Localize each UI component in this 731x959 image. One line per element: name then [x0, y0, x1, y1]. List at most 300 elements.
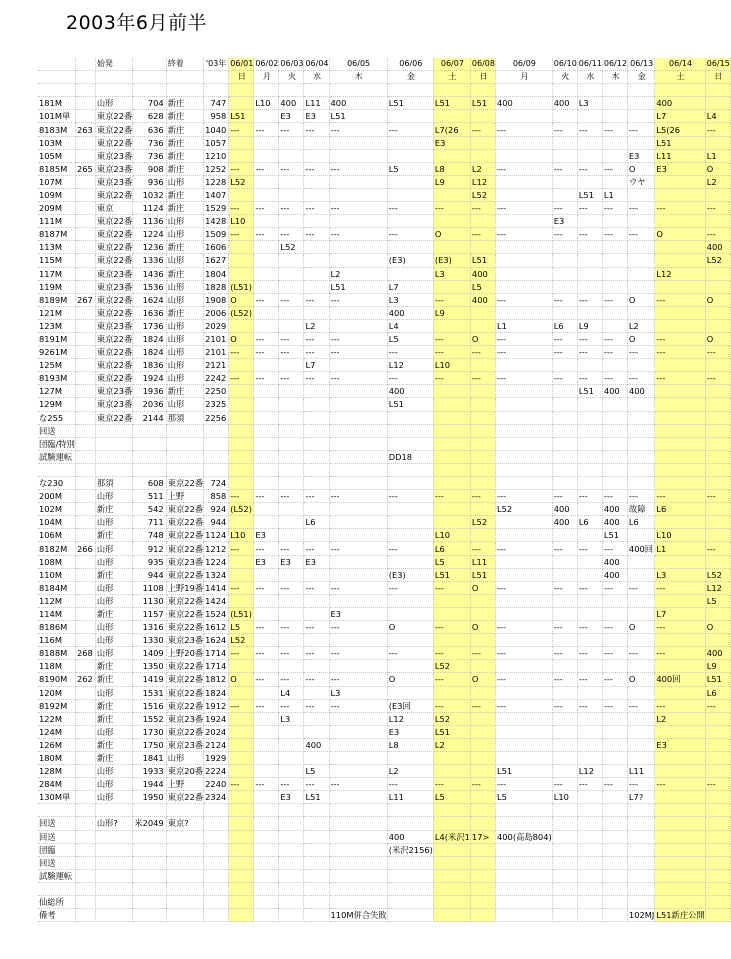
origin-cell: 東京22番 [96, 412, 133, 423]
date-cell [705, 856, 730, 869]
date-cell [304, 896, 329, 909]
date-cell: --- [229, 778, 254, 791]
date-cell: L11 [655, 149, 705, 162]
origin-cell: 新庄 [95, 738, 132, 751]
depart-time-cell: 1108 [133, 581, 166, 594]
date-cell [577, 660, 602, 673]
destination-cell: 山形 [166, 359, 203, 372]
date-cell: L52 [433, 712, 470, 725]
date-cell: L52 [229, 175, 254, 188]
date-cell [433, 882, 470, 895]
date-cell: L6 [433, 542, 470, 555]
date-cell: L5 [304, 765, 329, 778]
date-cell: L51 [495, 765, 552, 778]
date-cell: L52 [495, 503, 552, 516]
date-cell: --- [495, 293, 552, 306]
date-cell [387, 607, 433, 620]
destination-cell: 終着 [166, 58, 203, 71]
date-cell [279, 568, 304, 581]
train-no-cell: 130M単 [38, 791, 75, 804]
train-no-cell: 101M単 [38, 110, 75, 123]
date-cell: --- [304, 202, 329, 215]
destination-cell: 東京22番 [167, 504, 204, 515]
date-cell [577, 909, 602, 922]
date-cell: L12 [387, 359, 433, 372]
date-cell [552, 188, 577, 201]
date-cell [495, 909, 552, 922]
date-cell [279, 450, 304, 463]
date-cell: 400 [470, 293, 495, 306]
date-cell: O [627, 621, 654, 634]
date-cell [387, 856, 433, 869]
date-cell [279, 660, 304, 673]
train-no-cell: 124M [38, 725, 75, 738]
date-cell [279, 385, 304, 398]
date-cell: L12 [577, 765, 602, 778]
depart-time-cell: 1836 [133, 359, 166, 372]
date-cell: L2 [329, 267, 387, 280]
date-cell [470, 424, 495, 437]
date-cell [304, 398, 329, 411]
origin-cell: 東京22番 [96, 360, 133, 371]
date-cell: L51 [329, 110, 387, 123]
date-cell [279, 175, 304, 188]
date-cell [552, 411, 577, 424]
date-cell: L51 [577, 385, 602, 398]
date-cell [602, 411, 627, 424]
date-cell [470, 149, 495, 162]
table-row [38, 490, 730, 503]
set-no-cell [75, 346, 95, 359]
date-cell [552, 751, 577, 764]
depart-time-cell: 1950 [133, 791, 166, 804]
date-cell: L51 [577, 188, 602, 201]
date-cell: 木 [602, 71, 627, 84]
date-cell [470, 110, 495, 123]
header-row [38, 71, 730, 84]
date-cell [495, 359, 552, 372]
date-cell [627, 882, 654, 895]
date-cell: 06/09 [495, 58, 552, 71]
train-no-cell: な230 [38, 477, 75, 490]
date-cell [304, 175, 329, 188]
train-no-cell: 8183M [38, 123, 75, 136]
arrive-time-cell: 1414 [204, 581, 229, 594]
date-cell: --- [329, 647, 387, 660]
date-cell [655, 896, 705, 909]
date-cell [495, 817, 552, 830]
date-cell [705, 830, 730, 843]
date-cell [279, 319, 304, 332]
date-cell: --- [329, 202, 387, 215]
date-cell [279, 607, 304, 620]
date-cell [329, 725, 387, 738]
train-no-cell: 8190M [38, 673, 75, 686]
date-cell [627, 241, 654, 254]
date-cell [470, 359, 495, 372]
depart-time-cell: 米2049 [133, 817, 166, 830]
date-cell [229, 568, 254, 581]
table-row [38, 529, 730, 542]
date-cell: 400 [387, 385, 433, 398]
date-cell: L6 [705, 686, 730, 699]
arrive-time-cell: 944 [204, 516, 229, 529]
arrive-time-cell [204, 843, 229, 856]
date-cell: --- [470, 699, 495, 712]
date-cell: 06/05 [329, 58, 387, 71]
date-cell [577, 241, 602, 254]
origin-cell: 新庄 [95, 751, 132, 764]
destination-cell: 山形 [166, 215, 203, 228]
date-cell [279, 765, 304, 778]
date-cell: L51新庄公開 [656, 910, 705, 921]
date-cell [329, 254, 387, 267]
date-cell [655, 306, 705, 319]
train-no-cell: 103M [38, 136, 75, 149]
date-cell [602, 882, 627, 895]
date-cell [552, 686, 577, 699]
date-cell: (L52) [230, 504, 252, 515]
table-row [38, 503, 730, 516]
table-row [38, 843, 730, 856]
date-cell: --- [655, 293, 705, 306]
depart-time-cell [133, 424, 166, 437]
set-no-cell [75, 634, 95, 647]
date-cell [279, 751, 304, 764]
date-cell: --- [304, 621, 329, 634]
date-cell: --- [577, 778, 602, 791]
date-cell [329, 817, 387, 830]
train-no-cell: 117M [38, 267, 75, 280]
date-cell [254, 607, 279, 620]
date-cell [552, 843, 577, 856]
date-cell: L1 [602, 188, 627, 201]
date-cell [254, 477, 279, 490]
date-cell: --- [229, 372, 254, 385]
table-row [38, 215, 730, 228]
date-cell: --- [279, 332, 304, 345]
date-cell [627, 594, 654, 607]
date-cell [655, 751, 705, 764]
date-cell [304, 751, 329, 764]
date-cell [279, 437, 304, 450]
destination-cell: 新庄 [166, 241, 203, 254]
origin-cell: 山形 [95, 634, 132, 647]
date-cell: --- [254, 162, 279, 175]
date-cell [387, 149, 433, 162]
set-no-cell [75, 778, 95, 791]
date-cell [655, 725, 705, 738]
date-cell: --- [552, 202, 577, 215]
date-cell [602, 254, 627, 267]
date-cell: 月 [495, 71, 552, 84]
date-cell [655, 869, 705, 882]
date-cell [495, 660, 552, 673]
date-cell [577, 424, 602, 437]
date-cell [627, 437, 654, 450]
arrive-time-cell: 2006 [204, 306, 229, 319]
date-cell: --- [470, 346, 495, 359]
set-no-cell [75, 869, 95, 882]
date-cell [552, 280, 577, 293]
date-cell [470, 712, 495, 725]
date-cell [705, 84, 730, 97]
date-cell [627, 463, 654, 476]
date-cell: --- [577, 699, 602, 712]
date-cell [577, 804, 602, 817]
table-row [38, 869, 730, 882]
destination-cell: 山形 [166, 293, 203, 306]
date-cell [229, 765, 254, 778]
date-cell [602, 424, 627, 437]
date-cell [470, 882, 495, 895]
date-cell: 400(高島804) [496, 831, 552, 842]
date-cell: --- [279, 621, 304, 634]
origin-cell [95, 84, 132, 97]
date-cell [254, 712, 279, 725]
date-cell [577, 463, 602, 476]
date-cell [470, 817, 495, 830]
date-cell: --- [627, 647, 654, 660]
origin-cell: 東京23番 [96, 268, 133, 279]
date-cell [304, 411, 329, 424]
date-cell [304, 215, 329, 228]
date-cell: L11 [470, 555, 495, 568]
table-row [38, 594, 730, 607]
destination-cell [166, 909, 203, 922]
destination-cell [166, 84, 203, 97]
depart-time-cell [133, 896, 166, 909]
date-cell [470, 843, 495, 856]
date-cell [705, 385, 730, 398]
date-cell [627, 568, 654, 581]
origin-cell: 東京22番 [96, 229, 133, 240]
arrive-time-cell: 1624 [204, 634, 229, 647]
date-cell [602, 463, 627, 476]
train-no-cell: 107M [38, 175, 75, 188]
date-cell [329, 738, 387, 751]
arrive-time-cell: 2029 [204, 319, 229, 332]
set-no-cell: 266 [75, 542, 95, 555]
arrive-time-cell: 1407 [204, 188, 229, 201]
set-no-cell [75, 896, 95, 909]
date-cell [254, 280, 279, 293]
date-cell: O [470, 581, 495, 594]
date-cell [433, 856, 470, 869]
date-cell [279, 869, 304, 882]
set-no-cell [75, 450, 95, 463]
date-cell: --- [433, 673, 470, 686]
date-cell: DD18 [387, 450, 433, 463]
date-cell [655, 765, 705, 778]
date-cell: --- [387, 346, 433, 359]
date-cell [627, 660, 654, 673]
set-no-cell [75, 385, 95, 398]
date-cell: O [627, 293, 654, 306]
date-cell [229, 882, 254, 895]
depart-time-cell [133, 437, 166, 450]
date-cell [577, 136, 602, 149]
header-row [38, 58, 730, 71]
table-row [38, 882, 730, 895]
table-row [38, 149, 730, 162]
set-no-cell [75, 332, 95, 345]
depart-time-cell: 908 [133, 162, 166, 175]
date-cell [470, 477, 495, 490]
date-cell: --- [495, 346, 552, 359]
arrive-time-cell: 1529 [204, 202, 229, 215]
depart-time-cell: 704 [133, 97, 166, 110]
origin-cell: 山形 [95, 686, 132, 699]
date-cell: 400 [329, 97, 387, 110]
date-cell: L7? [627, 791, 654, 804]
date-cell [387, 660, 433, 673]
date-cell [254, 306, 279, 319]
date-cell [705, 188, 730, 201]
date-cell [495, 149, 552, 162]
set-no-cell [75, 71, 95, 84]
date-cell [705, 817, 730, 830]
date-cell: 400 [602, 555, 627, 568]
date-cell [655, 516, 705, 529]
date-cell [329, 463, 387, 476]
date-cell: --- [705, 123, 730, 136]
date-cell [229, 398, 254, 411]
set-no-cell [75, 594, 95, 607]
date-cell: --- [552, 293, 577, 306]
date-cell: --- [254, 332, 279, 345]
date-cell [577, 607, 602, 620]
train-no-cell: 回送 [38, 856, 75, 869]
date-cell [577, 477, 602, 490]
origin-cell [95, 424, 132, 437]
date-cell [304, 385, 329, 398]
date-cell: --- [387, 542, 433, 555]
date-cell [602, 607, 627, 620]
date-cell [495, 424, 552, 437]
date-cell [229, 463, 254, 476]
set-no-cell [75, 241, 95, 254]
date-cell: 400 [387, 830, 433, 843]
date-cell [433, 411, 470, 424]
date-cell [254, 817, 279, 830]
date-cell: 400 [470, 267, 495, 280]
train-no-cell: 8193M [38, 372, 75, 385]
destination-cell [166, 71, 203, 84]
date-cell: E3 [304, 110, 329, 123]
depart-time-cell: 1516 [133, 699, 166, 712]
date-cell [470, 398, 495, 411]
date-cell: L51 [387, 398, 433, 411]
date-cell [279, 398, 304, 411]
set-no-cell [75, 529, 95, 542]
destination-cell [166, 896, 203, 909]
date-cell: --- [329, 346, 387, 359]
depart-time-cell [133, 804, 166, 817]
train-no-cell: 181M [38, 97, 75, 110]
date-cell: L5 [433, 791, 470, 804]
train-no-cell: 127M [38, 385, 75, 398]
date-cell [705, 411, 730, 424]
date-cell: --- [602, 647, 627, 660]
date-cell [577, 725, 602, 738]
date-cell [387, 175, 433, 188]
table-row [38, 830, 730, 843]
date-cell [577, 738, 602, 751]
date-cell [470, 437, 495, 450]
date-cell [329, 437, 387, 450]
date-cell [577, 84, 602, 97]
set-no-cell [75, 738, 95, 751]
date-cell [329, 712, 387, 725]
date-cell: 400 [495, 97, 552, 110]
date-cell [279, 149, 304, 162]
date-cell [279, 594, 304, 607]
date-cell: 故障 [627, 503, 654, 516]
date-cell [470, 306, 495, 319]
date-cell [470, 791, 495, 804]
date-cell: L51 [470, 97, 495, 110]
date-cell [627, 843, 654, 856]
table-row [38, 450, 730, 463]
train-no-cell: 回送 [38, 830, 75, 843]
date-cell: L8 [387, 738, 433, 751]
date-cell [602, 477, 627, 490]
origin-cell: 東京22番 [96, 137, 133, 148]
date-cell: --- [279, 542, 304, 555]
depart-time-cell: 542 [133, 503, 166, 516]
date-cell [387, 503, 433, 516]
date-cell: --- [495, 621, 552, 634]
date-cell [627, 280, 654, 293]
date-cell [254, 424, 279, 437]
date-cell [279, 804, 304, 817]
date-cell [329, 660, 387, 673]
date-cell: --- [254, 293, 279, 306]
date-cell [329, 882, 387, 895]
date-cell: 06/07 [433, 58, 470, 71]
date-cell: --- [552, 699, 577, 712]
table-row [38, 516, 730, 529]
date-cell [387, 215, 433, 228]
date-cell [602, 660, 627, 673]
depart-time-cell: 1552 [133, 712, 166, 725]
origin-cell [95, 830, 132, 843]
date-cell: L4 [279, 686, 304, 699]
date-cell [304, 882, 329, 895]
destination-cell: 新庄 [166, 162, 203, 175]
date-cell [229, 84, 254, 97]
date-cell: 400回 [655, 673, 705, 686]
date-cell: --- [627, 581, 654, 594]
set-no-cell [75, 490, 95, 503]
date-cell: --- [254, 647, 279, 660]
date-cell: --- [495, 647, 552, 660]
date-cell: L6 [577, 516, 602, 529]
arrive-time-cell: 1627 [204, 254, 229, 267]
destination-cell: 上野 [166, 490, 203, 503]
arrive-time-cell [204, 450, 229, 463]
date-cell [387, 267, 433, 280]
set-no-cell [75, 725, 95, 738]
train-no-cell: 129M [38, 398, 75, 411]
date-cell: --- [602, 699, 627, 712]
date-cell: 土 [655, 71, 705, 84]
date-cell [254, 725, 279, 738]
date-cell [552, 359, 577, 372]
date-cell [304, 463, 329, 476]
date-cell [279, 84, 304, 97]
